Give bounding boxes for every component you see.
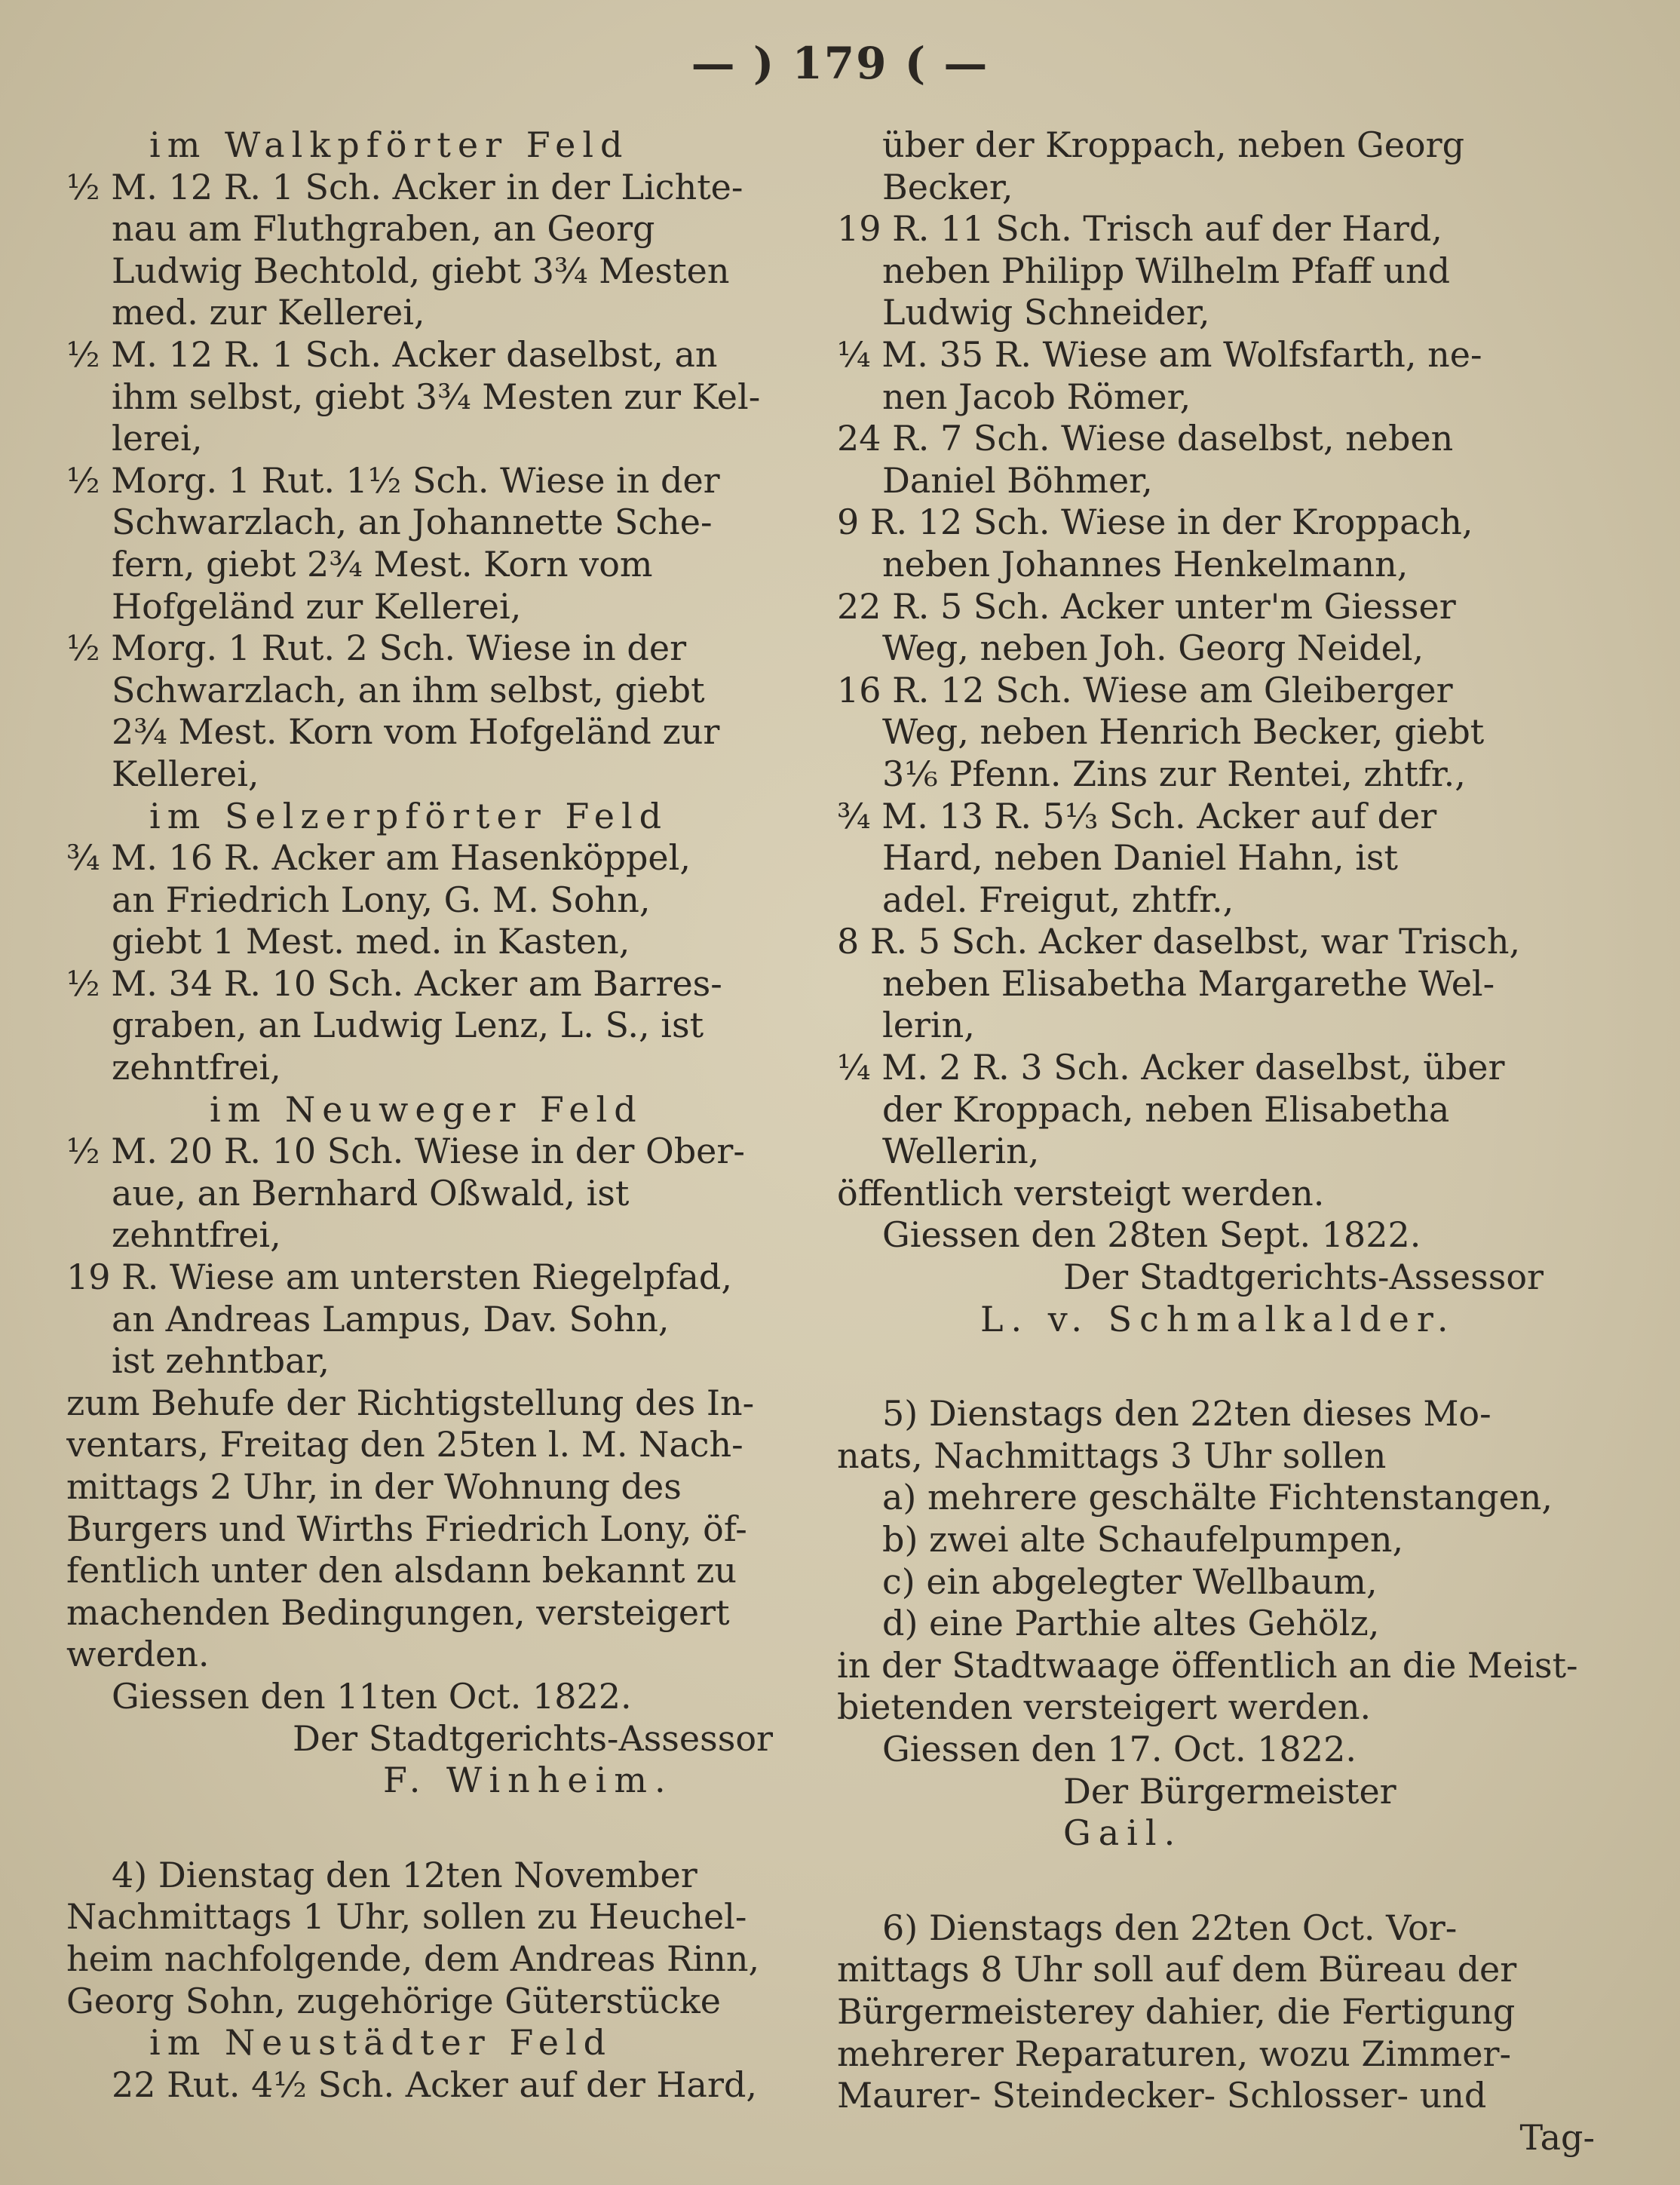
right-column-line: b) zwei alte Schaufelpumpen,: [882, 1519, 1404, 1560]
right-column-line: 8 R. 5 Sch. Acker daselbst, war Trisch,: [837, 921, 1521, 962]
left-column-line: aue, an Bernhard Oßwald, ist: [112, 1172, 630, 1214]
right-column-line: 16 R. 12 Sch. Wiese am Gleiberger: [837, 669, 1453, 710]
right-column-line: Weg, neben Joh. Georg Neidel,: [882, 628, 1424, 669]
left-column-line: Ludwig Bechtold, giebt 3¾ Mesten: [112, 250, 730, 291]
left-column-line: zehntfrei,: [112, 1214, 281, 1256]
left-column-line: ½ M. 12 R. 1 Sch. Acker in der Lichte-: [66, 166, 743, 207]
left-column: [66, 124, 809, 2106]
left-column-line: ¾ M. 16 R. Acker am Hasenköppel,: [66, 837, 691, 879]
right-column-line: Wellerin,: [882, 1131, 1040, 1172]
right-column-line: Hard, neben Daniel Hahn, ist: [882, 837, 1399, 879]
right-column-line: Ludwig Schneider,: [882, 292, 1210, 333]
right-column-line: Tag-: [1519, 2116, 1595, 2158]
left-column-line: heim nachfolgende, dem Andreas Rinn,: [66, 1938, 760, 1979]
left-column-line: ½ Morg. 1 Rut. 1½ Sch. Wiese in der: [66, 459, 720, 501]
right-column-line: Der Bürgermeister: [1063, 1770, 1396, 1812]
left-column-line: fentlich unter den alsdann bekannt zu: [66, 1550, 737, 1591]
right-column-line: adel. Freigut, zhtfr.,: [882, 879, 1234, 920]
page-header: — ) 179 ( —: [691, 38, 989, 89]
left-column-line: zum Behufe der Richtigstellung des In-: [66, 1382, 755, 1423]
right-column-line: 9 R. 12 Sch. Wiese in der Kroppach,: [837, 502, 1473, 543]
left-column-line: an Friedrich Lony, G. M. Sohn,: [112, 879, 651, 920]
right-column-line: Maurer- Steindecker- Schlosser- und: [837, 2075, 1487, 2116]
right-column-line: 22 R. 5 Sch. Acker unter'm Giesser: [837, 585, 1456, 627]
left-column-line: machenden Bedingungen, versteigert: [66, 1591, 730, 1633]
left-column-line: graben, an Ludwig Lenz, L. S., ist: [112, 1005, 704, 1046]
right-column-line: mittags 8 Uhr soll auf dem Büreau der: [837, 1949, 1517, 1990]
right-column-line: ¾ M. 13 R. 5⅓ Sch. Acker auf der: [837, 795, 1437, 836]
right-column-line: c) ein abgelegter Wellbaum,: [882, 1560, 1378, 1602]
right-column-line: L. v. Schmalkalder.: [980, 1298, 1456, 1340]
left-column-line: zehntfrei,: [112, 1047, 281, 1088]
right-column-line: Giessen den 28ten Sept. 1822.: [882, 1214, 1421, 1256]
left-column-line: im Neustädter Feld: [149, 2022, 613, 2064]
left-column-line: ½ M. 12 R. 1 Sch. Acker daselbst, an: [66, 333, 718, 375]
left-column-line: nau am Fluthgraben, an Georg: [112, 208, 655, 250]
left-column-line: 2¾ Mest. Korn vom Hofgeländ zur: [112, 711, 720, 753]
right-column-line: über der Kroppach, neben Georg: [882, 124, 1465, 165]
left-column-line: ½ M. 20 R. 10 Sch. Wiese in der Ober-: [66, 1131, 745, 1172]
right-column-line: Gail.: [1063, 1812, 1183, 1854]
left-column-line: im Selzerpförter Feld: [149, 795, 669, 836]
left-column-line: [66, 1802, 809, 1855]
left-column-line: Giessen den 11ten Oct. 1822.: [112, 1675, 632, 1717]
left-column-line: Georg Sohn, zugehörige Güterstücke: [66, 1980, 721, 2021]
right-column-line: 5) Dienstags den 22ten dieses Mo-: [882, 1393, 1491, 1435]
left-column-line: werden.: [66, 1634, 210, 1675]
left-column-line: lerei,: [112, 418, 203, 459]
left-column-line: giebt 1 Mest. med. in Kasten,: [112, 921, 630, 962]
right-column-line: a) mehrere geschälte Fichtenstangen,: [882, 1477, 1553, 1518]
right-column-line: d) eine Parthie altes Gehölz,: [882, 1603, 1380, 1644]
left-column-line: ventars, Freitag den 25ten l. M. Nach-: [66, 1424, 743, 1465]
left-column-line: ½ M. 34 R. 10 Sch. Acker am Barres-: [66, 962, 722, 1004]
left-column-line: Burgers und Wirths Friedrich Lony, öf-: [66, 1508, 747, 1549]
right-column-line: [837, 1340, 1595, 1393]
right-column-line: neben Elisabetha Margarethe Wel-: [882, 962, 1495, 1004]
right-column-line: 6) Dienstags den 22ten Oct. Vor-: [882, 1907, 1458, 1948]
left-column-line: Schwarzlach, an Johannette Sche-: [112, 502, 713, 543]
left-column-line: ist zehntbar,: [112, 1340, 330, 1382]
right-column-line: Bürgermeisterey dahier, die Fertigung: [837, 1990, 1516, 2032]
left-column-line: Schwarzlach, an ihm selbst, giebt: [112, 669, 705, 710]
right-column-line: nen Jacob Römer,: [882, 376, 1191, 417]
right-column-line: [837, 1855, 1595, 1907]
left-column-line: Hofgeländ zur Kellerei,: [112, 585, 522, 627]
right-column-line: ¼ M. 35 R. Wiese am Wolfsfarth, ne-: [837, 333, 1482, 375]
right-column-line: Becker,: [882, 166, 1013, 207]
left-column-line: med. zur Kellerei,: [112, 292, 425, 333]
right-column-line: 3⅙ Pfenn. Zins zur Rentei, zhtfr.,: [882, 753, 1466, 794]
left-column-line: mittags 2 Uhr, in der Wohnung des: [66, 1466, 682, 1507]
right-column-line: bietenden versteigert werden.: [837, 1686, 1372, 1728]
left-column-line: Der Stadtgerichts-Assessor: [293, 1717, 774, 1759]
right-column-line: Der Stadtgerichts-Assessor: [1063, 1257, 1544, 1298]
left-column-line: F. Winheim.: [383, 1760, 673, 1801]
right-column-line: ¼ M. 2 R. 3 Sch. Acker daselbst, über: [837, 1047, 1505, 1088]
left-column-line: ihm selbst, giebt 3¾ Mesten zur Kel-: [112, 376, 761, 417]
right-column-line: neben Johannes Henkelmann,: [882, 543, 1409, 585]
right-column-line: öffentlich versteigt werden.: [837, 1172, 1325, 1214]
right-column-line: lerin,: [882, 1005, 975, 1046]
left-column-line: im Walkpförter Feld: [149, 124, 630, 165]
left-column-line: fern, giebt 2¾ Mest. Korn vom: [112, 543, 653, 585]
right-column-line: nats, Nachmittags 3 Uhr sollen: [837, 1435, 1387, 1476]
right-column-line: Giessen den 17. Oct. 1822.: [882, 1728, 1357, 1769]
right-column-line: 19 R. 11 Sch. Trisch auf der Hard,: [837, 208, 1442, 250]
right-column-line: Daniel Böhmer,: [882, 459, 1153, 501]
left-column-line: im Neuweger Feld: [210, 1088, 643, 1130]
left-column-line: an Andreas Lampus, Dav. Sohn,: [112, 1298, 670, 1340]
left-column-line: 4) Dienstag den 12ten November: [112, 1854, 697, 1895]
left-column-line: ½ Morg. 1 Rut. 2 Sch. Wiese in der: [66, 628, 687, 669]
right-column: [837, 124, 1595, 2159]
right-column-line: der Kroppach, neben Elisabetha: [882, 1088, 1450, 1130]
left-column-line: 22 Rut. 4½ Sch. Acker auf der Hard,: [112, 2064, 758, 2105]
left-column-line: Kellerei,: [112, 753, 259, 794]
right-column-line: in der Stadtwaage öffentlich an die Meist-: [837, 1644, 1578, 1686]
right-column-line: mehrerer Reparaturen, wozu Zimmer-: [837, 2033, 1512, 2074]
left-column-line: 19 R. Wiese am untersten Riegelpfad,: [66, 1257, 732, 1298]
left-column-line: Nachmittags 1 Uhr, sollen zu Heuchel-: [66, 1896, 747, 1938]
right-column-line: neben Philipp Wilhelm Pfaff und: [882, 250, 1451, 291]
right-column-line: 24 R. 7 Sch. Wiese daselbst, neben: [837, 418, 1454, 459]
right-column-line: Weg, neben Henrich Becker, giebt: [882, 711, 1485, 753]
